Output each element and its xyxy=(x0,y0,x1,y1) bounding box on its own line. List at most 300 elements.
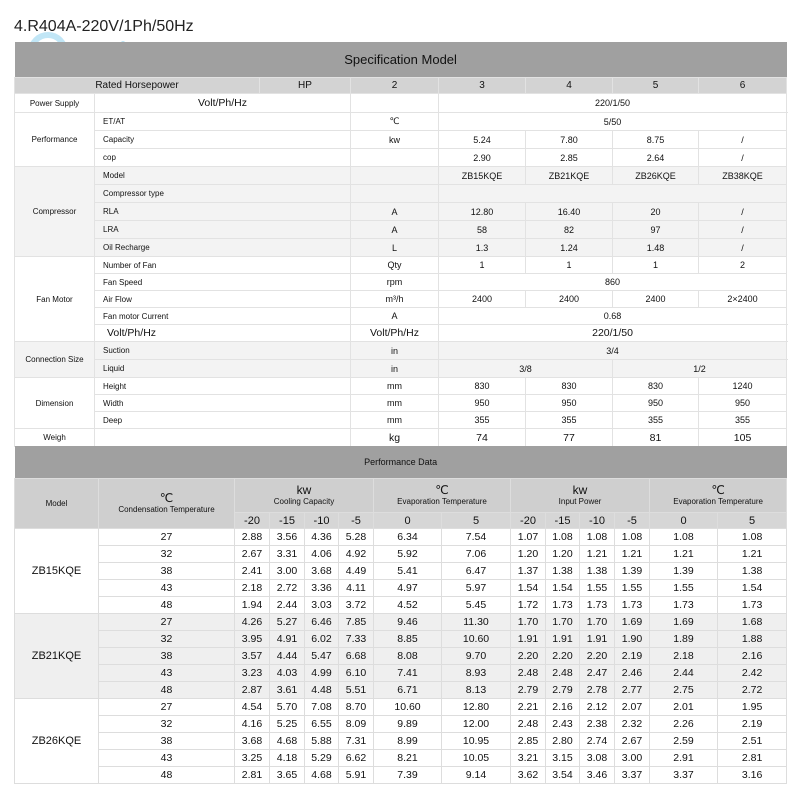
header-hp: HP xyxy=(260,78,351,94)
spec-cell: 950 xyxy=(526,395,613,412)
table-row xyxy=(15,682,787,699)
spec-cell: 830 xyxy=(613,378,699,395)
condensation-temp-cell: 48 xyxy=(99,767,235,784)
spec-unit: rpm xyxy=(351,274,439,291)
col-header: -10 xyxy=(305,513,339,529)
perf-value-cell: 4.06 xyxy=(305,546,339,563)
perf-value-cell: 1.08 xyxy=(580,529,615,546)
group-fan-motor: Fan Motor xyxy=(15,257,95,342)
perf-value-cell: 3.68 xyxy=(305,563,339,580)
spec-row-width xyxy=(15,395,787,412)
spec-cell: 97 xyxy=(613,221,699,239)
table-row xyxy=(15,750,787,767)
perf-value-cell: 1.39 xyxy=(650,563,718,580)
spec-cell: 8.75 xyxy=(613,131,699,149)
spec-cell: 950 xyxy=(439,395,526,412)
spec-cell: 1 xyxy=(526,257,613,274)
spec-cell: 2400 xyxy=(439,291,526,308)
spec-row-oil xyxy=(15,239,787,257)
perf-value-cell: 1.55 xyxy=(580,580,615,597)
perf-value-cell: 5.47 xyxy=(305,648,339,665)
perf-value-cell: 7.31 xyxy=(339,733,374,750)
condensation-temp-cell: 38 xyxy=(99,733,235,750)
table-row xyxy=(15,597,787,614)
perf-value-cell: 1.54 xyxy=(718,580,787,597)
spec-label: Suction xyxy=(95,342,351,360)
spec-cell: 81 xyxy=(613,429,699,447)
perf-value-cell: 3.00 xyxy=(615,750,650,767)
spec-label: Air Flow xyxy=(95,291,351,308)
perf-value-cell: 1.08 xyxy=(546,529,580,546)
perf-value-cell: 2.85 xyxy=(511,733,546,750)
spec-label: Height xyxy=(95,378,351,395)
perf-header-evaporation-2 xyxy=(650,479,787,513)
spec-label-etat: ET/AT xyxy=(95,113,351,131)
perf-value-cell: 1.72 xyxy=(511,597,546,614)
perf-value-cell: 5.92 xyxy=(374,546,442,563)
spec-cell: 105 xyxy=(699,429,787,447)
perf-value-cell: 3.03 xyxy=(305,597,339,614)
perf-value-cell: 6.71 xyxy=(374,682,442,699)
perf-value-cell: 2.80 xyxy=(546,733,580,750)
perf-value-cell: 4.26 xyxy=(235,614,270,631)
perf-value-cell: 1.08 xyxy=(650,529,718,546)
spec-cell: 1.48 xyxy=(613,239,699,257)
perf-header-model: Model xyxy=(15,479,99,529)
perf-value-cell: 2.01 xyxy=(650,699,718,716)
perf-value-cell: 12.00 xyxy=(442,716,511,733)
condensation-temp-cell: 38 xyxy=(99,648,235,665)
perf-model-name: ZB21KQE xyxy=(15,614,99,699)
perf-value-cell: 3.62 xyxy=(511,767,546,784)
col-header: -5 xyxy=(615,513,650,529)
spec-row-cop xyxy=(15,149,787,167)
perf-value-cell: 2.19 xyxy=(615,648,650,665)
spec-row-fan-current xyxy=(15,308,787,325)
spec-cell: 830 xyxy=(526,378,613,395)
spec-cell: ZB26KQE xyxy=(613,167,699,185)
spec-label: RLA xyxy=(95,203,351,221)
perf-value-cell: 3.08 xyxy=(580,750,615,767)
perf-value-cell: 4.54 xyxy=(235,699,270,716)
perf-value-cell: 8.70 xyxy=(339,699,374,716)
perf-value-cell: 6.10 xyxy=(339,665,374,682)
spec-unit: A xyxy=(351,203,439,221)
spec-cell: 5.24 xyxy=(439,131,526,149)
perf-value-cell: 2.72 xyxy=(718,682,787,699)
spec-cell: / xyxy=(699,149,787,167)
spec-cell: 1.24 xyxy=(526,239,613,257)
condensation-temp-cell: 48 xyxy=(99,682,235,699)
spec-cell: 2 xyxy=(699,257,787,274)
perf-value-cell: 5.29 xyxy=(305,750,339,767)
spec-unit-volt xyxy=(351,94,439,113)
perf-value-cell: 2.16 xyxy=(718,648,787,665)
col-header: 5 xyxy=(442,513,511,529)
perf-value-cell: 1.08 xyxy=(718,529,787,546)
spec-unit: A xyxy=(351,221,439,239)
perf-value-cell: 5.41 xyxy=(374,563,442,580)
condensation-temp-cell: 32 xyxy=(99,631,235,648)
spec-unit: Qty xyxy=(351,257,439,274)
header-hp-4: 4 xyxy=(526,78,613,94)
perf-value-cell: 2.42 xyxy=(718,665,787,682)
perf-value-cell: 8.21 xyxy=(374,750,442,767)
perf-value-cell: 2.46 xyxy=(615,665,650,682)
spec-cell: 77 xyxy=(526,429,613,447)
perf-body xyxy=(15,529,787,784)
perf-value-cell: 2.51 xyxy=(718,733,787,750)
perf-value-cell: 1.73 xyxy=(650,597,718,614)
spec-label: Deep xyxy=(95,412,351,429)
spec-unit: mm xyxy=(351,412,439,429)
table-row xyxy=(15,665,787,682)
perf-value-cell: 8.13 xyxy=(442,682,511,699)
spec-cell: 3/4 xyxy=(439,342,787,360)
condensation-temp-cell: 43 xyxy=(99,580,235,597)
perf-value-cell: 2.48 xyxy=(511,665,546,682)
perf-value-cell: 1.08 xyxy=(615,529,650,546)
perf-value-cell: 1.69 xyxy=(650,614,718,631)
perf-value-cell: 6.62 xyxy=(339,750,374,767)
perf-value-cell: 4.92 xyxy=(339,546,374,563)
perf-value-cell: 7.85 xyxy=(339,614,374,631)
header-hp-3: 3 xyxy=(439,78,526,94)
perf-value-cell: 3.37 xyxy=(650,767,718,784)
perf-value-cell: 2.59 xyxy=(650,733,718,750)
perf-value-cell: 4.11 xyxy=(339,580,374,597)
perf-value-cell: 5.27 xyxy=(270,614,305,631)
perf-value-cell: 10.95 xyxy=(442,733,511,750)
spec-label: Number of Fan xyxy=(95,257,351,274)
spec-row-lra xyxy=(15,221,787,239)
spec-cell: 355 xyxy=(526,412,613,429)
col-header: 0 xyxy=(650,513,718,529)
perf-value-cell: 12.80 xyxy=(442,699,511,716)
perf-value-cell: 3.25 xyxy=(235,750,270,767)
perf-value-cell: 4.18 xyxy=(270,750,305,767)
perf-value-cell: 8.08 xyxy=(374,648,442,665)
perf-value-cell: 3.16 xyxy=(718,767,787,784)
perf-value-cell: 1.70 xyxy=(580,614,615,631)
spec-cell: ZB21KQE xyxy=(526,167,613,185)
condensation-temp-cell: 43 xyxy=(99,665,235,682)
perf-value-cell: 2.81 xyxy=(718,750,787,767)
perf-value-cell: 2.47 xyxy=(580,665,615,682)
perf-value-cell: 5.88 xyxy=(305,733,339,750)
perf-value-cell: 2.44 xyxy=(270,597,305,614)
perf-value-cell: 3.31 xyxy=(270,546,305,563)
perf-value-cell: 1.21 xyxy=(718,546,787,563)
perf-value-cell: 1.70 xyxy=(546,614,580,631)
spec-value-volt: 220/1/50 xyxy=(439,94,787,113)
perf-value-cell: 2.44 xyxy=(650,665,718,682)
col-header: -20 xyxy=(235,513,270,529)
perf-value-cell: 1.73 xyxy=(615,597,650,614)
spec-row-model xyxy=(15,167,787,185)
spec-cell: 2.85 xyxy=(526,149,613,167)
perf-value-cell: 8.85 xyxy=(374,631,442,648)
spec-row-deep xyxy=(15,412,787,429)
perf-value-cell: 6.68 xyxy=(339,648,374,665)
perf-value-cell: 3.68 xyxy=(235,733,270,750)
spec-cell: 1240 xyxy=(699,378,787,395)
table-row xyxy=(15,580,787,597)
perf-value-cell: 3.56 xyxy=(270,529,305,546)
spec-unit: kg xyxy=(351,429,439,447)
perf-value-cell: 9.70 xyxy=(442,648,511,665)
spec-row-fan-speed xyxy=(15,274,787,291)
perf-value-cell: 3.15 xyxy=(546,750,580,767)
perf-value-cell: 1.20 xyxy=(546,546,580,563)
col-header: -15 xyxy=(270,513,305,529)
perf-value-cell: 2.38 xyxy=(580,716,615,733)
spec-label: Model xyxy=(95,167,351,185)
perf-value-cell: 1.95 xyxy=(718,699,787,716)
spec-unit: mm xyxy=(351,395,439,412)
perf-value-cell: 7.08 xyxy=(305,699,339,716)
spec-cell: / xyxy=(699,239,787,257)
spec-cell: 1 xyxy=(439,257,526,274)
perf-value-cell: 1.39 xyxy=(615,563,650,580)
spec-label-empty xyxy=(95,429,351,447)
perf-value-cell: 4.52 xyxy=(374,597,442,614)
spec-label: Oil Recharge xyxy=(95,239,351,257)
spec-label: Volt/Ph/Hz xyxy=(95,325,351,342)
condensation-temp-cell: 43 xyxy=(99,750,235,767)
perf-value-cell: 4.49 xyxy=(339,563,374,580)
perf-value-cell: 2.07 xyxy=(615,699,650,716)
spec-cell: 355 xyxy=(439,412,526,429)
perf-value-cell: 1.73 xyxy=(580,597,615,614)
perf-value-cell: 2.74 xyxy=(580,733,615,750)
condensation-temp-cell: 32 xyxy=(99,546,235,563)
spec-row-nfan xyxy=(15,257,787,274)
perf-value-cell: 7.39 xyxy=(374,767,442,784)
perf-value-cell: 2.75 xyxy=(650,682,718,699)
group-compressor: Compressor xyxy=(15,167,95,257)
perf-model-name: ZB26KQE xyxy=(15,699,99,784)
perf-value-cell: 9.46 xyxy=(374,614,442,631)
perf-value-cell: 2.26 xyxy=(650,716,718,733)
spec-row-airflow xyxy=(15,291,787,308)
perf-value-cell: 9.14 xyxy=(442,767,511,784)
perf-value-cell: 2.81 xyxy=(235,767,270,784)
perf-model-name: ZB15KQE xyxy=(15,529,99,614)
perf-value-cell: 2.20 xyxy=(580,648,615,665)
spec-row-capacity xyxy=(15,131,787,149)
spec-cell: 7.80 xyxy=(526,131,613,149)
perf-value-cell: 3.37 xyxy=(615,767,650,784)
group-connection-size: Connection Size xyxy=(15,342,95,378)
perf-value-cell: 1.91 xyxy=(580,631,615,648)
perf-value-cell: 2.77 xyxy=(615,682,650,699)
perf-value-cell: 4.97 xyxy=(374,580,442,597)
spec-unit: m³/h xyxy=(351,291,439,308)
cooling-label: Cooling Capacity xyxy=(273,497,335,506)
perf-value-cell: 6.47 xyxy=(442,563,511,580)
perf-value-cell: 2.18 xyxy=(235,580,270,597)
perf-header-cooling xyxy=(235,479,374,513)
perf-value-cell: 3.65 xyxy=(270,767,305,784)
spec-cell: 950 xyxy=(699,395,787,412)
perf-title: Performance Data xyxy=(15,446,787,479)
perf-value-cell: 1.37 xyxy=(511,563,546,580)
perf-value-cell: 7.54 xyxy=(442,529,511,546)
perf-value-cell: 2.88 xyxy=(235,529,270,546)
perf-value-cell: 10.05 xyxy=(442,750,511,767)
perf-value-cell: 4.36 xyxy=(305,529,339,546)
perf-value-cell: 1.21 xyxy=(650,546,718,563)
perf-value-cell: 6.55 xyxy=(305,716,339,733)
table-row xyxy=(15,767,787,784)
table-row xyxy=(15,563,787,580)
col-header: -5 xyxy=(339,513,374,529)
page-title: 4.R404A-220V/1Ph/50Hz xyxy=(14,18,194,35)
spec-cell: 12.80 xyxy=(439,203,526,221)
group-power-supply: Power Supply xyxy=(15,94,95,113)
spec-row-height xyxy=(15,378,787,395)
perf-value-cell: 7.41 xyxy=(374,665,442,682)
perf-value-cell: 2.32 xyxy=(615,716,650,733)
spec-unit xyxy=(351,185,439,203)
perf-value-cell: 3.46 xyxy=(580,767,615,784)
perf-value-cell: 1.73 xyxy=(546,597,580,614)
perf-value-cell: 3.23 xyxy=(235,665,270,682)
perf-value-cell: 1.89 xyxy=(650,631,718,648)
spec-cell: 860 xyxy=(439,274,787,291)
perf-value-cell: 1.73 xyxy=(718,597,787,614)
specification-table xyxy=(14,42,787,447)
table-row xyxy=(15,546,787,563)
perf-header-input xyxy=(511,479,650,513)
evap1-unit: ℃ xyxy=(435,483,449,497)
cond-label: Condensation Temperature xyxy=(118,505,215,514)
perf-header-evaporation-1 xyxy=(374,479,511,513)
perf-value-cell: 5.70 xyxy=(270,699,305,716)
perf-value-cell: 1.54 xyxy=(511,580,546,597)
condensation-temp-cell: 27 xyxy=(99,614,235,631)
perf-value-cell: 1.38 xyxy=(718,563,787,580)
spec-cell: 58 xyxy=(439,221,526,239)
col-header: -15 xyxy=(546,513,580,529)
col-header: 0 xyxy=(374,513,442,529)
condensation-temp-cell: 48 xyxy=(99,597,235,614)
spec-label-volt: Volt/Ph/Hz xyxy=(95,94,351,113)
perf-value-cell: 7.33 xyxy=(339,631,374,648)
perf-value-cell: 5.25 xyxy=(270,716,305,733)
header-hp-2: 2 xyxy=(351,78,439,94)
perf-value-cell: 4.03 xyxy=(270,665,305,682)
perf-value-cell: 2.87 xyxy=(235,682,270,699)
spec-label: LRA xyxy=(95,221,351,239)
spec-cell: 2×2400 xyxy=(699,291,787,308)
perf-value-cell: 9.89 xyxy=(374,716,442,733)
perf-value-cell: 6.46 xyxy=(305,614,339,631)
perf-value-cell: 1.21 xyxy=(580,546,615,563)
perf-value-cell: 4.48 xyxy=(305,682,339,699)
spec-cell: / xyxy=(699,131,787,149)
perf-value-cell: 2.43 xyxy=(546,716,580,733)
spec-unit: in xyxy=(351,342,439,360)
perf-value-cell: 1.70 xyxy=(511,614,546,631)
perf-value-cell: 2.20 xyxy=(511,648,546,665)
perf-value-cell: 5.97 xyxy=(442,580,511,597)
spec-unit: Volt/Ph/Hz xyxy=(351,325,439,342)
spec-cell: 220/1/50 xyxy=(439,325,787,342)
col-header: -10 xyxy=(580,513,615,529)
spec-label: Fan Speed xyxy=(95,274,351,291)
perf-value-cell: 10.60 xyxy=(442,631,511,648)
perf-value-cell: 8.93 xyxy=(442,665,511,682)
spec-row-compressor-type xyxy=(15,185,787,203)
spec-cell: / xyxy=(699,221,787,239)
spec-label: Liquid xyxy=(95,360,351,378)
perf-value-cell: 2.91 xyxy=(650,750,718,767)
spec-unit: in xyxy=(351,360,439,378)
perf-value-cell: 1.38 xyxy=(580,563,615,580)
spec-cell: 355 xyxy=(613,412,699,429)
input-label: Input Power xyxy=(558,497,602,506)
perf-header-condensation xyxy=(99,479,235,529)
spec-cell: 2.64 xyxy=(613,149,699,167)
spec-label: cop xyxy=(95,149,351,167)
spec-cell: / xyxy=(699,203,787,221)
table-row xyxy=(15,733,787,750)
perf-value-cell: 5.51 xyxy=(339,682,374,699)
spec-cell: ZB38KQE xyxy=(699,167,787,185)
perf-value-cell: 2.72 xyxy=(270,580,305,597)
perf-value-cell: 5.45 xyxy=(442,597,511,614)
input-unit: kw xyxy=(572,483,588,497)
perf-value-cell: 2.21 xyxy=(511,699,546,716)
perf-value-cell: 7.06 xyxy=(442,546,511,563)
spec-cell: 20 xyxy=(613,203,699,221)
perf-value-cell: 2.41 xyxy=(235,563,270,580)
spec-cell: 355 xyxy=(699,412,787,429)
table-row xyxy=(15,648,787,665)
spec-row-fan-volt xyxy=(15,325,787,342)
perf-value-cell: 6.02 xyxy=(305,631,339,648)
spec-row-rla xyxy=(15,203,787,221)
perf-value-cell: 1.55 xyxy=(650,580,718,597)
col-header: -20 xyxy=(511,513,546,529)
spec-cell-empty xyxy=(439,185,787,203)
spec-row-weigh xyxy=(15,429,787,447)
spec-unit: A xyxy=(351,308,439,325)
table-row xyxy=(15,614,787,631)
perf-value-cell: 4.68 xyxy=(270,733,305,750)
perf-value-cell: 3.54 xyxy=(546,767,580,784)
cooling-unit: kw xyxy=(296,483,312,497)
spec-label: Compressor type xyxy=(95,185,351,203)
table-row xyxy=(15,529,787,546)
perf-value-cell: 4.44 xyxy=(270,648,305,665)
spec-header-row xyxy=(15,78,787,94)
perf-value-cell: 1.90 xyxy=(615,631,650,648)
perf-value-cell: 2.19 xyxy=(718,716,787,733)
perf-value-cell: 5.28 xyxy=(339,529,374,546)
perf-value-cell: 4.68 xyxy=(305,767,339,784)
spec-cell: 16.40 xyxy=(526,203,613,221)
perf-value-cell: 1.20 xyxy=(511,546,546,563)
spec-label: Capacity xyxy=(95,131,351,149)
spec-title: Specification Model xyxy=(15,42,787,78)
perf-value-cell: 1.69 xyxy=(615,614,650,631)
perf-value-cell: 1.38 xyxy=(546,563,580,580)
spec-cell: 82 xyxy=(526,221,613,239)
perf-value-cell: 2.67 xyxy=(235,546,270,563)
